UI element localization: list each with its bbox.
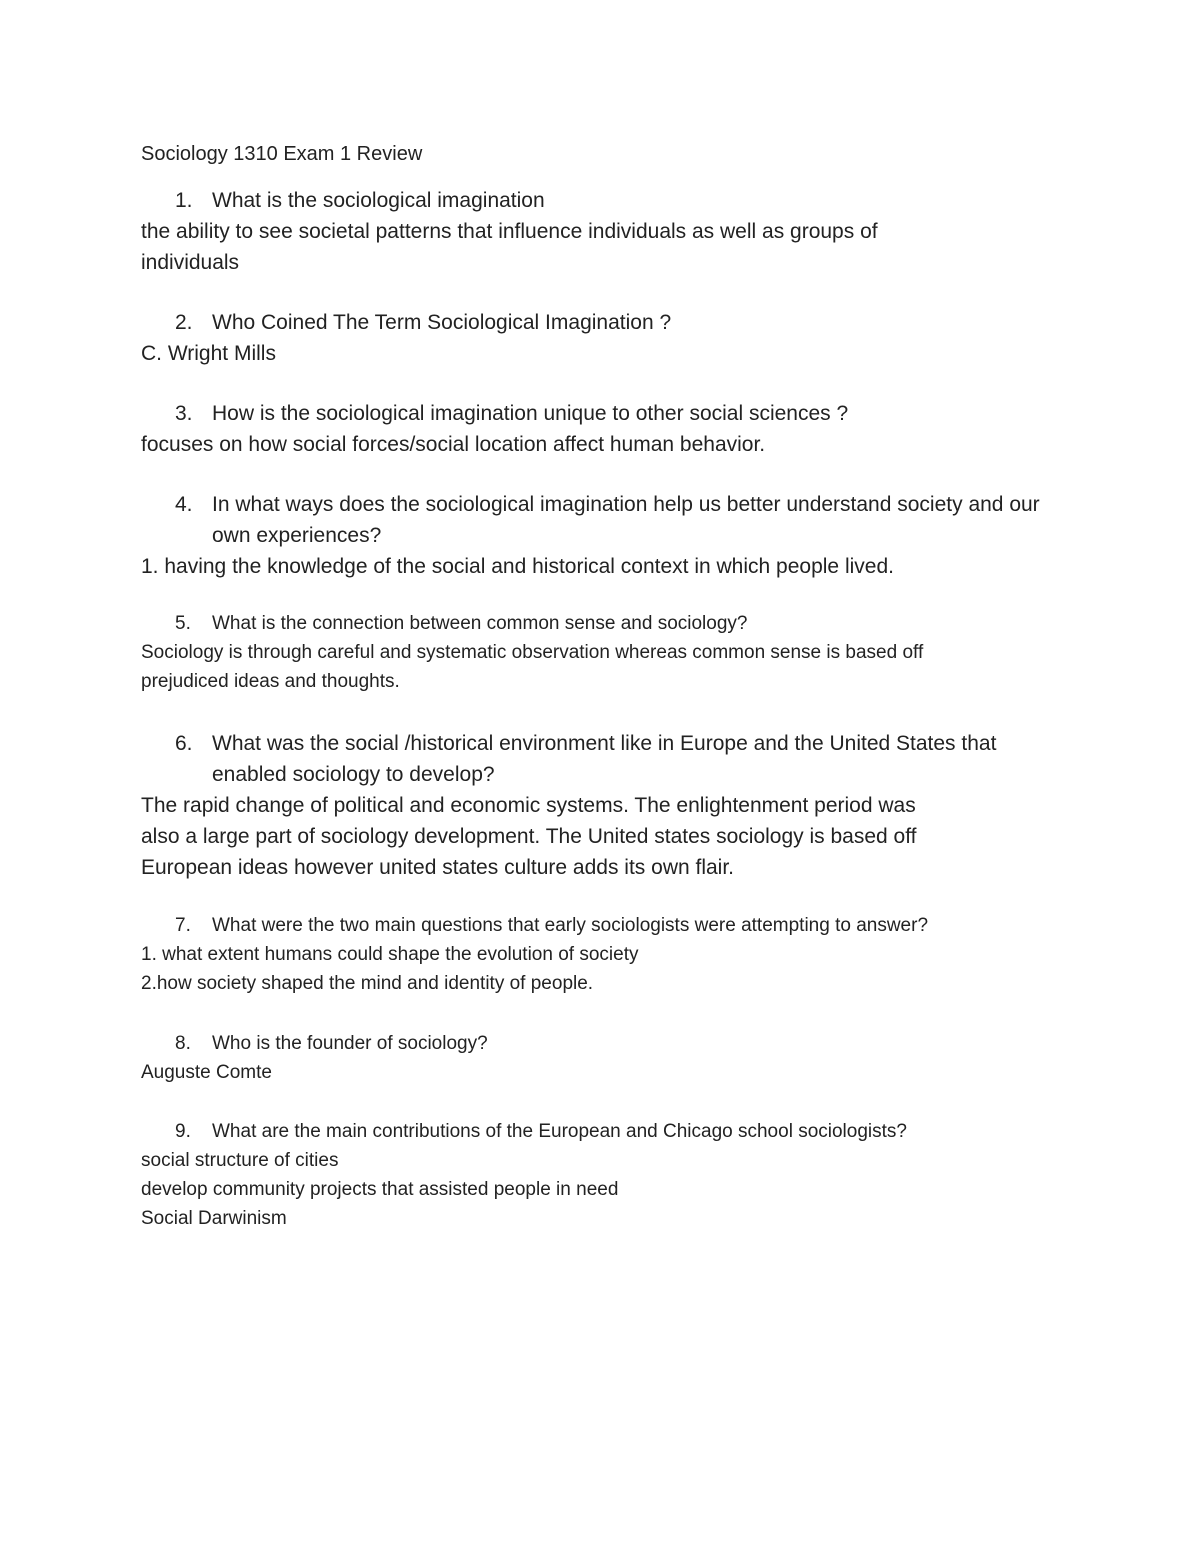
answer-line: the ability to see societal patterns that influence individuals as well as groups of bbox=[141, 220, 878, 243]
question-text: How is the sociological imagination unique to other social sciences ? bbox=[212, 402, 849, 425]
question-text: Who is the founder of sociology? bbox=[212, 1033, 488, 1054]
answer-line: Auguste Comte bbox=[141, 1062, 272, 1083]
question-5 bbox=[141, 609, 1071, 638]
answer-line: individuals bbox=[141, 251, 240, 274]
qa-item-2 bbox=[141, 307, 1071, 369]
answer-line: 2.how society shaped the mind and identity of people. bbox=[141, 973, 594, 994]
question-text: What was the social /historical environment like in Europe and the United States that enabled sociology to develop? bbox=[212, 732, 997, 786]
answer-line: Sociology is through careful and systematic observation whereas common sense is based off bbox=[141, 642, 924, 663]
question-number: 6. bbox=[175, 732, 193, 755]
answer-line: European ideas however united states culture adds its own flair. bbox=[141, 856, 735, 879]
question-text: In what ways does the sociological imagination help us better understand society and our own experiences? bbox=[212, 493, 1040, 547]
answer-line: 1. what extent humans could shape the evolution of society bbox=[141, 944, 639, 965]
question-text: What is the connection between common sense and sociology? bbox=[212, 613, 748, 634]
answer-line: develop community projects that assisted people in need bbox=[141, 1179, 619, 1200]
question-9 bbox=[141, 1117, 1071, 1146]
qa-item-3 bbox=[141, 398, 1071, 460]
answer-line: focuses on how social forces/social location affect human behavior. bbox=[141, 433, 766, 456]
answer-line: also a large part of sociology development. The United states sociology is based off bbox=[141, 825, 917, 848]
question-number: 8. bbox=[175, 1033, 191, 1054]
question-number: 2. bbox=[175, 311, 193, 334]
answer-line: 1. having the knowledge of the social and historical context in which people lived. bbox=[141, 555, 894, 578]
question-text: What were the two main questions that early sociologists were attempting to answer? bbox=[212, 915, 929, 936]
answer-line: C. Wright Mills bbox=[141, 342, 276, 365]
question-number: 3. bbox=[175, 402, 193, 425]
qa-item-1 bbox=[141, 185, 1071, 278]
qa-item-8 bbox=[141, 1029, 1071, 1087]
question-2 bbox=[141, 307, 1071, 338]
qa-item-6 bbox=[141, 728, 1071, 883]
qa-item-4 bbox=[141, 489, 1071, 582]
question-8 bbox=[141, 1029, 1071, 1058]
answer-line: The rapid change of political and economic systems. The enlightenment period was bbox=[141, 794, 916, 817]
question-text: Who Coined The Term Sociological Imagination ? bbox=[212, 311, 672, 334]
question-4 bbox=[141, 489, 1071, 551]
qa-item-9 bbox=[141, 1117, 1071, 1233]
question-number: 9. bbox=[175, 1121, 191, 1142]
document-title: Sociology 1310 Exam 1 Review bbox=[141, 143, 423, 165]
question-number: 1. bbox=[175, 189, 193, 212]
question-1 bbox=[141, 185, 1071, 216]
answer-line: Social Darwinism bbox=[141, 1208, 287, 1229]
question-6 bbox=[141, 728, 1071, 790]
qa-item-5 bbox=[141, 609, 1071, 696]
answer-line: prejudiced ideas and thoughts. bbox=[141, 671, 400, 692]
question-number: 7. bbox=[175, 915, 191, 936]
answer-line: social structure of cities bbox=[141, 1150, 339, 1171]
question-text: What is the sociological imagination bbox=[212, 189, 545, 212]
question-3 bbox=[141, 398, 1071, 429]
question-number: 4. bbox=[175, 493, 193, 516]
question-text: What are the main contributions of the European and Chicago school sociologists? bbox=[212, 1121, 907, 1142]
document-page bbox=[141, 140, 1071, 1233]
question-number: 5. bbox=[175, 613, 191, 634]
qa-item-7 bbox=[141, 911, 1071, 998]
question-7 bbox=[141, 911, 1071, 940]
